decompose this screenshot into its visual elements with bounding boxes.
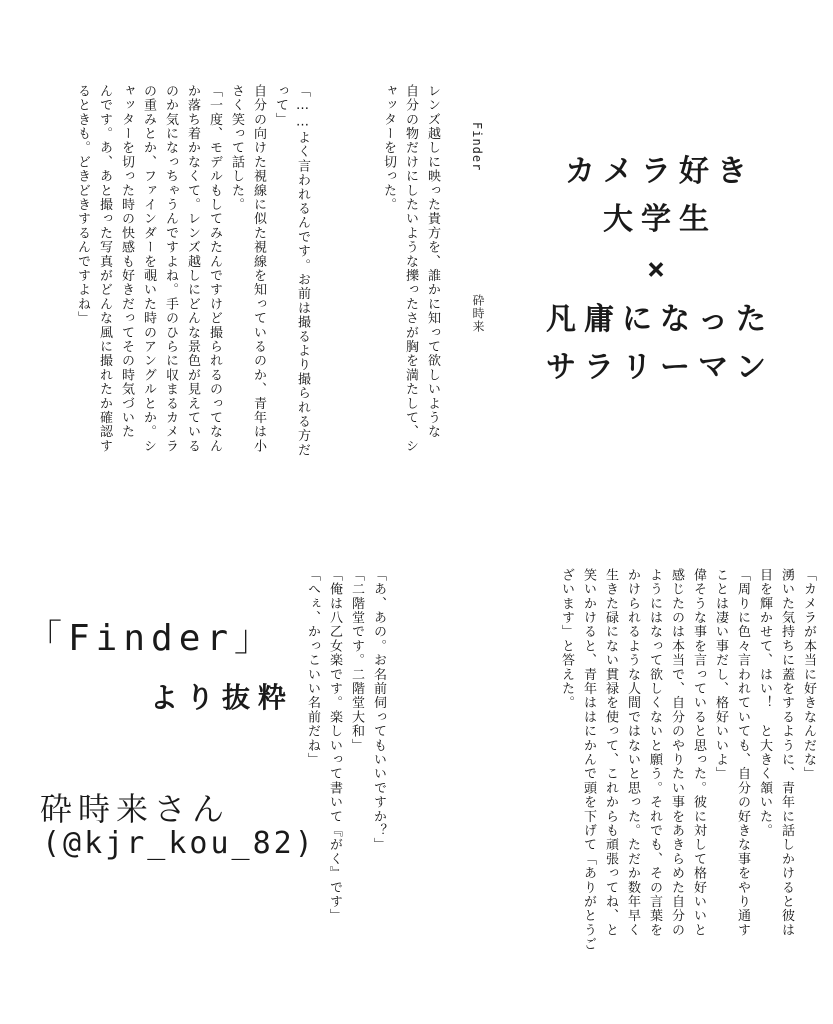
author-handle: (@kjr_kou_82) bbox=[42, 826, 316, 861]
title-block bbox=[520, 150, 800, 390]
title-line-1: カメラ好き bbox=[565, 154, 755, 189]
title-line-5: サラリーマン bbox=[546, 350, 774, 385]
bottom-passage-dialogue: 「あ、あの。お名前伺ってもいいですか？」 「二階堂です。二階堂大和」 「俺は八乙女楽です。楽しいって書いて『がく』です」 「へぇ、かっこいい名前だね」 bbox=[305, 568, 386, 923]
story-author: 砕時来 bbox=[471, 294, 485, 333]
author-name: 砕時来さん bbox=[40, 790, 231, 828]
excerpt-title: 「Finder」 bbox=[26, 618, 277, 659]
top-passage-opening: レンズ越しに映った貴方を、誰かに知って欲しいような 自分の物だけにしたいような擽ったさが胸を満たして、シ ャッターを切った。 bbox=[381, 84, 440, 454]
bottom-passage-main: 「カメラが本当に好きなんだな」 湧いた気持ちに蓋をするように、青年に話しかけると彼は 目を輝かせて、はい！ と大きく頷いた。 「周りに色々言われていても、自分の好きな事をやり通す ことは凄い事だし、格好いいよ」 偉そうな事を言っていると思った。彼に対して格好いいと 感じたのは本当で、自分のやりたい事をあきらめた自分の ようにはなって欲しくないと願う。それでも、その言葉を かけられるような人間ではないと思った。ただか数年早く 生きた碌にない貫禄を使って、これからも頑張ってね、と 笑いかけると、青年ははにかんで頭を下げて「ありがとうご ざいます」と答えた。 bbox=[559, 568, 816, 952]
title-line-2: 大学生 bbox=[603, 202, 717, 237]
excerpt-subtitle: より抜粋 bbox=[150, 681, 295, 714]
top-passage-dialogue: 「……よく言われるんです。お前は撮るより撮られる方だ って」 自分の向けた視線に似た視線を知っているのか、青年は小 さく笑って話した。 「一度、モデルもしてみたんですけど撮られるのってなん か落ち着かなくて。レンズ越しにどんな景色が見えている のか気になっちゃうんですよね。手のひらに収まるカメラ の重みとか、ファインダーを覗いた時のアングルとか。シ ャッターを切った時の快感も好きだってその時気づいた んです。あ、あと撮った写真がどんな風に撮れたか確認す るときも。どきどきするんですよね」 bbox=[75, 84, 310, 458]
title-line-3: × bbox=[646, 252, 674, 287]
story-title: Finder bbox=[470, 122, 484, 172]
title-line-4: 凡庸になった bbox=[546, 302, 774, 337]
